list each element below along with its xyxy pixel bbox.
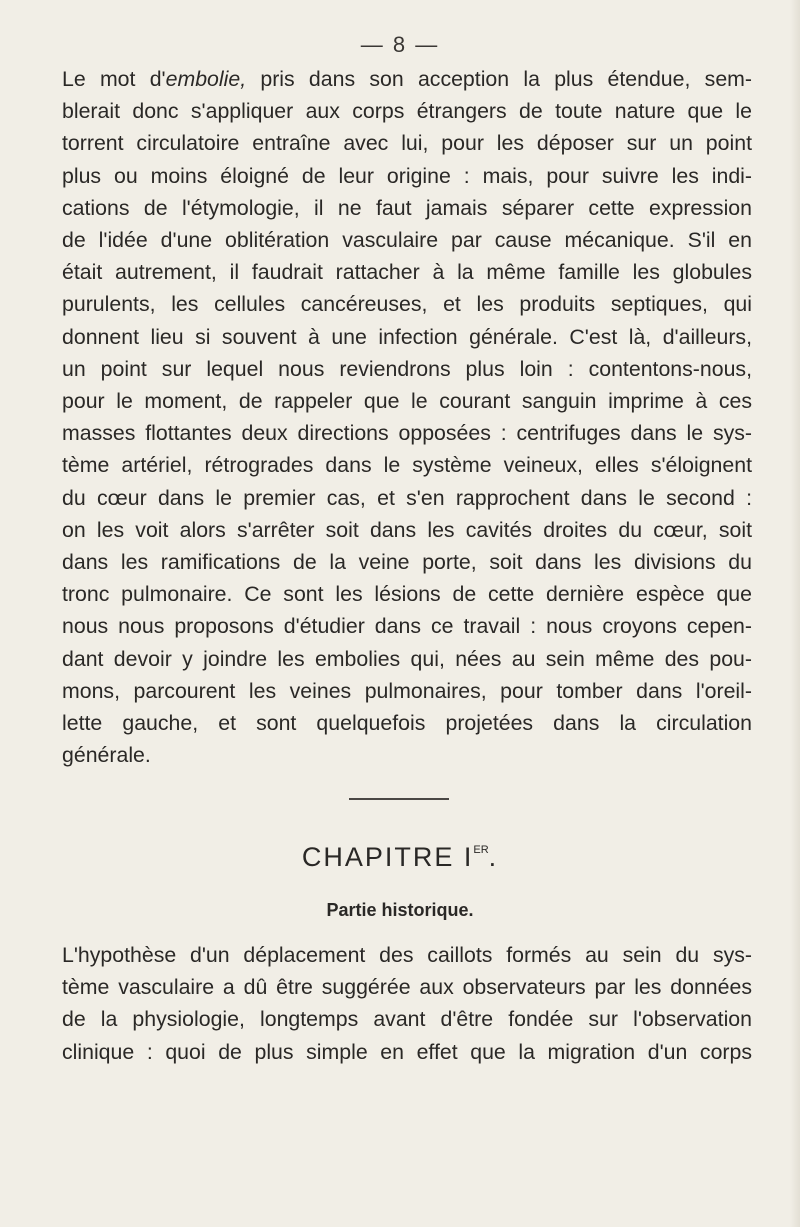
text-line: on les voit alors s'arrêter soit dans les cavités droites du cœur, soit bbox=[62, 517, 752, 542]
text-line: mons, parcourent les veines pulmonaires, pour tomber dans l'oreil- bbox=[62, 678, 752, 703]
chapter-title-superscript: ER bbox=[473, 844, 489, 856]
text-line: L'hypothèse d'un déplacement des caillots formés au sein du sys- bbox=[62, 943, 752, 967]
text-line: du cœur dans le premier cas, et s'en rapprochent dans le second : bbox=[62, 485, 752, 510]
text-line: un point sur lequel nous reviendrons plus loin : contentons-nous, bbox=[62, 356, 752, 381]
text-line: purulents, les cellules cancéreuses, et les produits septiques, qui bbox=[62, 292, 752, 317]
section-paragraph bbox=[62, 939, 752, 1068]
text-line: donnent lieu si souvent à une infection générale. C'est là, d'ailleurs, bbox=[62, 324, 752, 349]
text-line: dant devoir y joindre les embolies qui, nées au sein même des pou- bbox=[62, 646, 752, 671]
text-line: pour le moment, de rappeler que le courant sanguin imprime à ces bbox=[62, 389, 752, 414]
text-line: Le mot d'embolie, pris dans son acception la plus étendue, sem- bbox=[62, 67, 752, 91]
text-line: de l'idée d'une oblitération vasculaire par cause mécanique. S'il en bbox=[62, 228, 752, 253]
text-line: nous nous proposons d'étudier dans ce travail : nous croyons cepen- bbox=[62, 614, 752, 639]
text-line: tème artériel, rétrogrades dans le système veineux, elles s'éloignent bbox=[62, 453, 752, 478]
text-line: était autrement, il faudrait rattacher à la même famille les globules bbox=[62, 260, 752, 285]
text-line: de la physiologie, longtemps avant d'être fondée sur l'observation bbox=[62, 1007, 752, 1032]
text-line: dans les ramifications de la veine porte, soit dans les divisions du bbox=[62, 550, 752, 575]
text-line: générale. bbox=[62, 743, 151, 768]
italic-term: embolie, bbox=[165, 67, 247, 91]
text-line: cations de l'étymologie, il ne faut jamais séparer cette expression bbox=[62, 195, 752, 220]
chapter-subtitle: Partie historique. bbox=[326, 900, 474, 920]
page-edge-shadow bbox=[790, 0, 800, 1227]
chapter-title: CHAPITRE IER. bbox=[301, 842, 499, 872]
page-number: — 8 — bbox=[360, 32, 440, 57]
intro-paragraph bbox=[62, 63, 752, 771]
text-line: masses flottantes deux directions opposées : centrifuges dans le sys- bbox=[62, 421, 752, 446]
text-line: tronc pulmonaire. Ce sont les lésions de cette dernière espèce que bbox=[62, 582, 752, 607]
text-line: clinique : quoi de plus simple en effet que la migration d'un corps bbox=[62, 1039, 752, 1064]
section-divider bbox=[349, 798, 449, 800]
text-line: tème vasculaire a dû être suggérée aux observateurs par les données bbox=[62, 975, 752, 1000]
text-line: torrent circulatoire entraîne avec lui, pour les déposer sur un point bbox=[62, 131, 752, 156]
text-line: blerait donc s'appliquer aux corps étrangers de toute nature que le bbox=[62, 99, 752, 124]
text-line: lette gauche, et sont quelquefois projetées dans la circulation bbox=[62, 711, 752, 736]
text-line: plus ou moins éloigné de leur origine : mais, pour suivre les indi- bbox=[62, 163, 752, 188]
